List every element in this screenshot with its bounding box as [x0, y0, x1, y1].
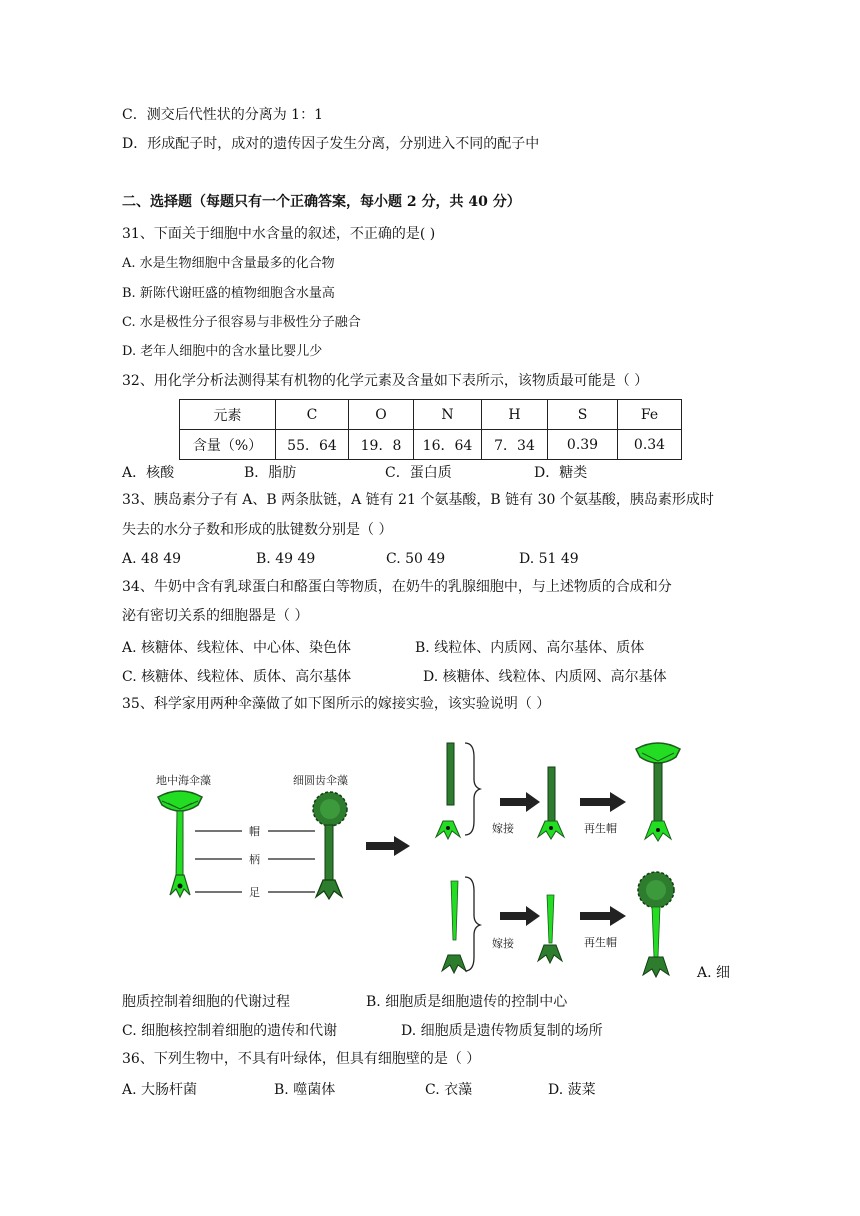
q36-stem: 36、下列生物中，不具有叶绿体，但具有细胞壁的是（ ）: [122, 1051, 481, 1067]
q32-stem: 32、用化学分析法测得某有机物的化学元素及含量如下表所示，该物质最可能是（ ）: [122, 373, 649, 389]
label-foot: 足: [249, 886, 260, 899]
top-regen-arrow-icon: [580, 792, 626, 812]
q35-option-c: C. 细胞核控制着细胞的遗传和代谢: [122, 1023, 338, 1039]
bottom-brace: [465, 877, 480, 971]
table-cell: 0.39: [548, 430, 618, 460]
top-graft-label: 嫁接: [492, 822, 514, 835]
q33-option-b: B. 49 49: [256, 551, 316, 567]
q35-option-a-start: A. 细: [697, 965, 731, 981]
table-row: [180, 430, 682, 460]
table-cell: 19．8: [349, 430, 414, 460]
q34-stem-line2: 泌有密切关系的细胞器是（ ）: [122, 608, 309, 624]
q33-option-c: C. 50 49: [386, 551, 446, 567]
q35-option-a-continued: 胞质控制着细胞的代谢过程: [122, 994, 290, 1010]
top-grafted-alga: [538, 767, 564, 839]
q30-option-c: C．测交后代性状的分离为 1：1: [122, 107, 323, 123]
bottom-graft-label: 嫁接: [492, 937, 514, 950]
q34-option-b: B. 线粒体、内质网、高尔基体、质体: [415, 640, 645, 656]
table-cell: 16．64: [414, 430, 482, 460]
mediterranean-alga-illustration: [158, 791, 202, 897]
table-cell: 0.34: [618, 430, 682, 460]
q30-option-d: D．形成配子时，成对的遗传因子发生分离，分别进入不同的配子中: [122, 136, 540, 152]
table-row: [180, 400, 682, 430]
q33-stem-line2: 失去的水分子数和形成的肽键数分别是（ ）: [122, 522, 393, 538]
q35-stem: 35、科学家用两种伞藻做了如下图所示的嫁接实验，该实验说明（ ）: [122, 696, 551, 712]
top-regenerated-alga: [636, 743, 680, 841]
bottom-branch-stalk-piece: [442, 881, 466, 973]
q32-option-c: C．蛋白质: [385, 465, 452, 481]
table-cell: S: [548, 400, 618, 430]
label-cap: 帽: [249, 825, 260, 838]
q31-stem: 31、下面关于细胞中水含量的叙述，不正确的是( ): [122, 226, 436, 242]
q36-option-d: D. 菠菜: [548, 1082, 596, 1098]
q33-stem-line1: 33、胰岛素分子有 A、B 两条肽链，A 链有 21 个氨基酸，B 链有 30 个氨基酸，胰岛素形成时: [122, 492, 714, 508]
q34-stem-line1: 34、牛奶中含有乳球蛋白和酪蛋白等物质，在奶牛的乳腺细胞中，与上述物质的合成和分: [122, 579, 672, 595]
label-mediterranean-alga: 地中海伞藻: [156, 774, 211, 787]
crenulata-alga-illustration: [313, 792, 347, 899]
q36-option-c: C. 衣藻: [425, 1082, 473, 1098]
table-cell: 55．64: [276, 430, 349, 460]
bottom-grafted-alga: [538, 895, 562, 963]
bottom-regen-arrow-icon: [580, 906, 626, 926]
q34-option-d: D. 核糖体、线粒体、内质网、高尔基体: [423, 669, 667, 685]
q32-element-table: [179, 399, 682, 460]
section-2-header: 二、选择题（每题只有一个正确答案，每小题 2 分，共 40 分）: [122, 194, 521, 210]
q35-option-b: B. 细胞质是细胞遗传的控制中心: [366, 994, 568, 1010]
table-cell: 7．34: [482, 430, 548, 460]
q34-option-a: A. 核糖体、线粒体、中心体、染色体: [122, 640, 352, 656]
table-cell: H: [482, 400, 548, 430]
q31-option-d: D. 老年人细胞中的含水量比婴儿少: [122, 344, 323, 359]
q35-option-d: D. 细胞质是遗传物质复制的场所: [401, 1023, 603, 1039]
q31-option-c: C. 水是极性分子很容易与非极性分子融合: [122, 315, 361, 330]
table-cell: 元素: [180, 400, 276, 430]
q36-option-a: A. 大肠杆菌: [122, 1082, 198, 1098]
bottom-regenerated-alga: [638, 872, 674, 977]
top-regen-label: 再生帽: [584, 822, 617, 835]
main-arrow-icon: [366, 836, 410, 856]
bottom-regen-label: 再生帽: [584, 936, 617, 949]
top-graft-arrow-icon: [500, 792, 540, 812]
q32-option-d: D．糖类: [534, 465, 588, 481]
table-cell: Fe: [618, 400, 682, 430]
q31-option-a: A. 水是生物细胞中含量最多的化合物: [122, 256, 335, 271]
q33-option-a: A. 48 49: [122, 551, 182, 567]
top-brace: [465, 743, 480, 835]
q32-option-a: A．核酸: [122, 465, 175, 481]
bottom-graft-arrow-icon: [500, 906, 540, 926]
q31-option-b: B. 新陈代谢旺盛的植物细胞含水量高: [122, 286, 335, 301]
q34-option-c: C. 核糖体、线粒体、质体、高尔基体: [122, 669, 352, 685]
label-stalk: 柄: [249, 853, 260, 866]
acetabularia-grafting-diagram: [140, 735, 700, 985]
table-cell: O: [349, 400, 414, 430]
q32-option-b: B．脂肪: [244, 465, 297, 481]
table-cell: C: [276, 400, 349, 430]
table-cell: N: [414, 400, 482, 430]
table-cell: 含量（%）: [180, 430, 276, 460]
q36-option-b: B. 噬菌体: [274, 1082, 336, 1098]
top-branch-stalk-piece: [436, 743, 460, 839]
label-crenulata-alga: 细圆齿伞藻: [293, 774, 348, 787]
q33-option-d: D. 51 49: [519, 551, 579, 567]
